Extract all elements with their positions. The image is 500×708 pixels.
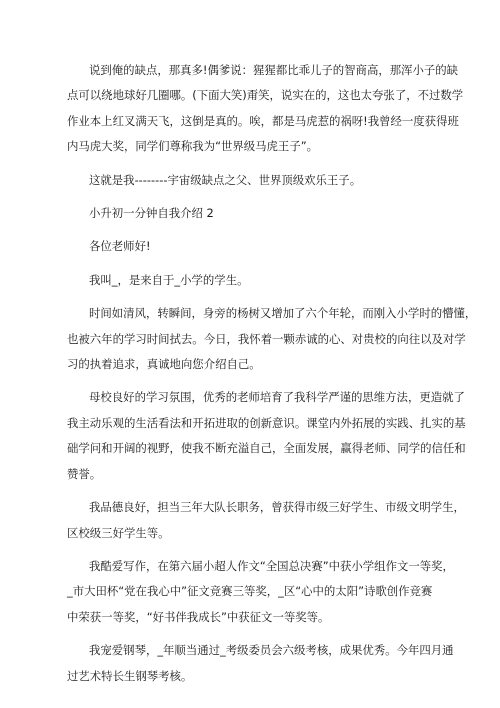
text-line: 我品德良好，担当三年大队长职务，曾获得市级三好学生、市级文明学生，: [89, 500, 465, 515]
text-line: 也被六年的学习时间拭去。今日，我怀着一颗赤诚的心、对贵校的向往以及对学: [67, 331, 466, 346]
paragraph-shortcomings: [67, 58, 464, 160]
text-line: 说到俺的缺点，那真多!偶爹说：猩猩都比乖儿子的智商高，那浑小子的缺: [89, 63, 459, 77]
text-line: 中荣获一等奖，“好书伴我成长”中获征文一等奖等。: [67, 609, 330, 624]
intro-line: 我叫_，是来自于_小学的学生。: [89, 272, 249, 287]
text-line: 区校级三好学生等。: [67, 525, 170, 540]
text-line: 我酷爱写作，在第六届小超人作文“全国总决赛”中获小学组作文一等奖，: [89, 558, 454, 573]
document-body: [67, 58, 477, 697]
text-line: 习的执着追求，真诚地向您介绍自己。: [67, 357, 261, 372]
paragraph-time: [67, 301, 477, 377]
paragraph-school: [67, 385, 466, 487]
text-line: 这就是我--------宇宙级缺点之父、世界顶级欢乐王子。: [89, 172, 362, 187]
text-line: 母校良好的学习氛围，优秀的老师培育了我科学严谨的思维方法，更造就了: [89, 390, 465, 405]
text-line: _市大田杯“党在我心中”征文竞赛三等奖，_区“心中的太阳”诗歌创作竞赛: [67, 584, 433, 599]
text-line: 我宠爱钢琴，_年顺当通过_考级委员会六级考核，成果优秀。今年四月通: [89, 643, 454, 658]
text-line: 赞誉。: [67, 466, 102, 481]
paragraph-writing: [67, 554, 454, 630]
text-line: 过艺术特长生钢琴考核。: [67, 668, 193, 683]
text-line: 内马虎大奖，同学们尊称我为“世界级马虎王子”。: [67, 139, 319, 154]
greeting: 各位老师好!: [89, 239, 151, 254]
paragraph-piano: [67, 638, 454, 689]
paragraph-summary: [67, 168, 449, 193]
text-line: 时间如清风，转瞬间，身旁的杨树又增加了六个年轮，而刚入小学时的懵懂，: [89, 306, 477, 321]
text-line: 我主动乐观的生活看法和开拓进取的创新意识。课堂内外拓展的实践、扎实的基: [67, 415, 466, 430]
text-line: 作业本上红叉满天飞，这倒是真的。唉，都是马虎惹的祸呀!我曾经一度获得班: [67, 113, 459, 128]
text-line: 点可以绕地球好几圈哪。(下面大笑)甭笑，说实在的，这也太夸张了，不过数学: [67, 88, 464, 103]
paragraph-character: [67, 495, 465, 546]
section-title: 小升初一分钟自我介绍 2: [89, 206, 214, 221]
text-line: 础学问和开阔的视野，使我不断充溢自己，全面发展，赢得老师、同学的信任和: [67, 441, 466, 456]
